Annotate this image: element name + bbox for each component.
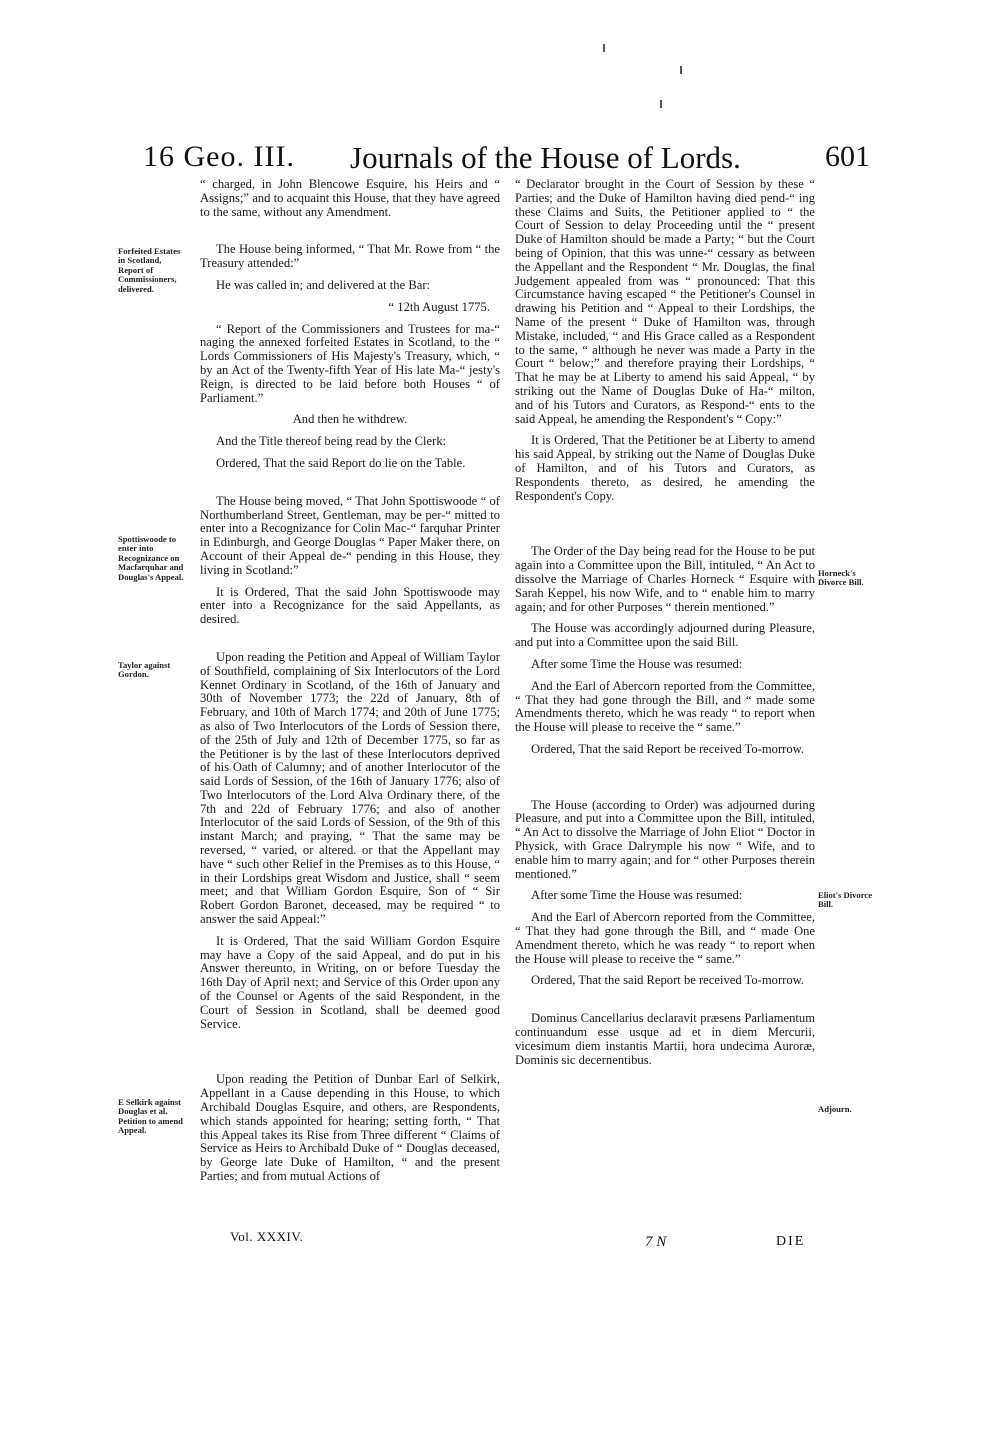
paragraph: The House was accordingly adjourned during Pleasure, and put into a Committee upon the said Bill.: [515, 621, 815, 650]
adjournment-paragraph: Dominus Cancellarius declaravit præsens Parliamentum continuandum esse usque ad et in diem Mercurii, vicesimum diem instantis Martii, hora undecima Auroræ, Dominis sic decernentibus.: [515, 1011, 815, 1067]
ink-speck: [603, 44, 605, 52]
paragraph: And then he withdrew.: [292, 412, 408, 427]
order-paragraph: It is Ordered, That the Petitioner be at Liberty to amend his said Appeal, by striking out the Name of Douglas Duke of Hamilton, and of his Tutors and Curators, as Respondents thereto, as desired, he amending the Respondent's Copy.: [515, 433, 815, 503]
margin-note-spottiswoode: Spottiswoode to enter into Recognizance on Macfarquhar and Douglas's Appeal.: [118, 534, 184, 582]
margin-note-taylor: Taylor against Gordon.: [118, 660, 171, 680]
catchword: DIE: [776, 1234, 806, 1249]
paragraph: He was called in; and delivered at the Bar:: [216, 277, 431, 292]
order-paragraph: It is Ordered, That the said John Spottiswoode may enter into a Recognizance for the said Appellants, as desired.: [200, 584, 500, 627]
left-column: [200, 178, 500, 1192]
header-title: Journals of the House of Lords.: [350, 140, 741, 175]
paragraph: After some Time the House was resumed:: [531, 888, 743, 903]
header-regnal-year: 16 Geo. III.: [143, 140, 295, 173]
paragraph: The Order of the Day being read for the House to be put again into a Committee upon the Bill, intituled, “ An Act to dissolve the Marriage of Charles Horneck “ Esquire with Sarah Keppel, his now Wife, and to “ enable him to marry again; and for other Purposes “ therein mentioned.”: [515, 544, 815, 614]
signature-mark: 7 N: [645, 1234, 667, 1250]
volume-footer: Vol. XXXIV.: [230, 1229, 304, 1244]
paragraph: And the Earl of Abercorn reported from the Committee, “ That they had gone through the Bill, and “ made One Amendment thereto, which he was ready “ to report when the House will please to receive the “ same.”: [515, 910, 815, 966]
paragraph: The House (according to Order) was adjourned during Pleasure, and put into a Committee upon the Bill, intituled, “ An Act to dissolve the Marriage of John Eliot “ Doctor in Physick, with Grace Dalrymple his now “ Wife, and to enable him to marry again; and for “ other Purposes therein mentioned.”: [515, 797, 815, 881]
ink-speck: [660, 100, 662, 108]
margin-note-horneck: Horneck's Divorce Bill.: [818, 568, 864, 588]
paragraph: “ charged, in John Blencowe Esquire, his Heirs and “ Assigns;” and to acquaint this House, that they have agreed to the same, without any Amendment.: [200, 177, 500, 219]
report-date: “ 12th August 1775.: [388, 299, 490, 314]
paragraph: After some Time the House was resumed:: [531, 656, 743, 671]
order-paragraph: Ordered, That the said Report be received To-morrow.: [531, 741, 805, 756]
paragraph: The House being moved, “ That John Spottiswoode “ of Northumberland Street, Gentleman, may be per-“ mitted to enter into a Recognizance for Colin Mac-“ farquhar Printer in Edinburgh, and George Douglas “ Paper Maker there, on Account of their Appeal de-“ pending in this House, they living in Scotland:”: [200, 493, 500, 577]
margin-note-eliot: Eliot's Divorce Bill.: [818, 890, 873, 910]
paragraph: And the Earl of Abercorn reported from the Committee, “ That they had gone through the Bill, and “ made some Amendments thereto, which he was ready “ to report when the House will please to receive the “ same.”: [515, 678, 815, 735]
paragraph: The House being informed, “ That Mr. Rowe from “ the Treasury attended:”: [200, 242, 500, 271]
margin-note-adjourn: Adjourn.: [818, 1104, 852, 1114]
ink-speck: [680, 66, 682, 74]
right-column: [515, 178, 815, 1075]
paragraph: Upon reading the Petition of Dunbar Earl of Selkirk, Appellant in a Cause depending in this House, to which Archibald Douglas Esquire, and others, are Respondents, which stands appointed for hearing; setting forth, “ That this Appeal takes its Rise from Three different “ Claims of Service as Heirs to Archibald Duke of “ Douglas deceased, by George late Duke of Hamilton, “ and the present Parties; and from mutual Actions of: [200, 1072, 500, 1184]
page-number: 601: [825, 140, 870, 173]
order-paragraph: It is Ordered, That the said William Gordon Esquire may have a Copy of the said Appeal, and do put in his Answer thereunto, in Writing, on or before Tuesday the 16th Day of April next; and Service of this Order upon any of the Counsel or Agents of the said Respondent, in the Court of Session in Scotland, shall be deemed good Service.: [200, 933, 500, 1031]
margin-note-selkirk: E Selkirk against Douglas et al. Petition to amend Appeal.: [118, 1097, 183, 1136]
paragraph: And the Title thereof being read by the Clerk:: [216, 434, 447, 449]
paragraph: “ Report of the Commissioners and Trustees for ma-“ naging the annexed forfeited Estates in Scotland, to the “ Lords Commissioners of His Majesty's Treasury, which, “ by an Act of the Twenty-fifth Year of His late Ma-“ jesty's Reign, is directed to be laid before both Houses “ of Parliament.”: [200, 321, 500, 405]
margin-note-forfeited: Forfeited Estates in Scotland, Report of Commissioners, delivered.: [118, 246, 181, 294]
order-paragraph: Ordered, That the said Report do lie on the Table.: [216, 455, 466, 470]
order-paragraph: Ordered, That the said Report be received To-morrow.: [531, 973, 805, 988]
paragraph: “ Declarator brought in the Court of Session by these “ Parties; and the Duke of Hamilton having died pend-“ ing these Claims and Suits, the Petitioner applied to “ the Court of Session to delay Proceeding until the “ present Duke of Hamilton should be made a Party; “ but the Court being of Opinion, that this was unne-“ cessary as between the Appellant and the Respondent “ Mr. Douglas, the final Judgement appealed from was “ pronounced: That this Circumstance having escaped “ the Petitioner's Counsel in drawing his Petition and “ Appeal to their Lordships, the Name of the present “ Duke of Hamilton was, through Mistake, included, “ and His Grace called as a Respondent to the same, “ although he never was made a Party in the Court “ below;” and therefore praying their Lordships, “ That he may be at Liberty to amend his said Appeal, “ by striking out the Name of Douglas Duke of Ha-“ milton, and of his Tutors and Curators, as Respond-“ ents to the said Appeal, he amending the Respondent's “ Copy:”: [515, 177, 815, 426]
paragraph: Upon reading the Petition and Appeal of William Taylor of Southfield, complaining of Six Interlocutors of the Lord Kennet Ordinary in Scotland, of the 16th of January and 30th of November 1773; the 22d of January, 8th of February, and 10th of March 1774; and 20th of June 1775; as also of Two Interlocutors of the Lords of Session there, of the 25th of July and 12th of December 1775, so far as the Petitioner is by the last of these Interlocutors deprived of his Oath of Calumny; and of another Interlocutor of the said Lords of Session, of the 16th of January 1776; also of Two Interlocutors of the Lord Alva Ordinary there, of the 7th and 22d of February 1776; and also of another Interlocutor of the said Lords of Session, of the 9th of this instant March; and praying, “ That the same may be reversed, “ varied, or altered. or that the Appellant may have “ such other Relief in the Premises as to this House, “ in their Lordships great Wisdom and Justice, shall “ seem meet; and that William Gordon Esquire, Son of “ Sir Robert Gordon Baronet, deceased, may be required “ to answer the said Appeal:”: [200, 649, 500, 927]
